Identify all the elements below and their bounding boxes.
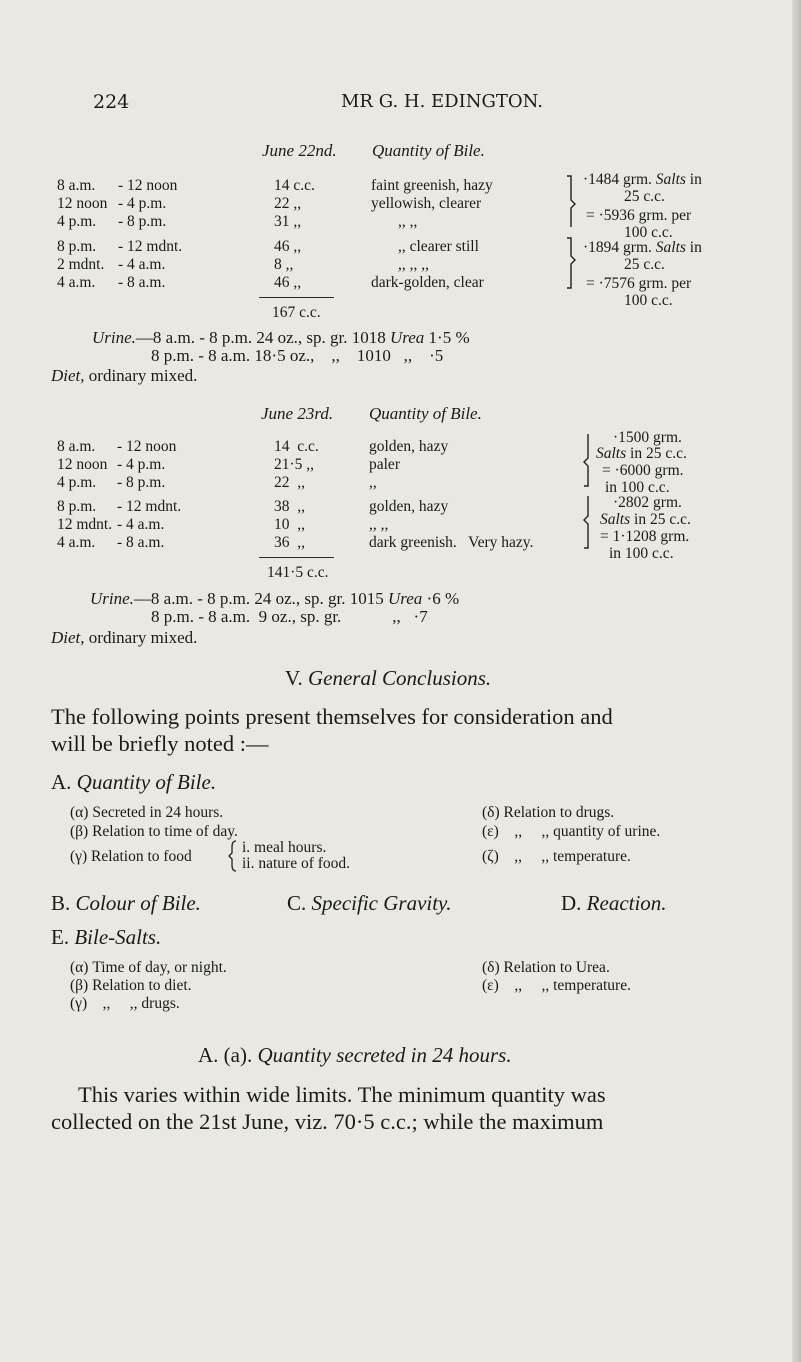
subheading-label: A. (a). bbox=[198, 1043, 253, 1067]
urine-line-2: 8 p.m. - 8 a.m. 9 oz., sp. gr. ,, ·7 bbox=[151, 607, 428, 626]
salts-line1: ·2802 grm. bbox=[613, 494, 682, 511]
urea-value: ·6 % bbox=[426, 589, 460, 608]
outline-b-heading bbox=[51, 893, 201, 914]
salts-line2 bbox=[600, 512, 691, 528]
section-numeral: V. bbox=[285, 666, 303, 690]
time-to: - 4 p.m. bbox=[117, 456, 166, 473]
body-line-2: collected on the 21st June, viz. 70·5 c.c.; while the maximum bbox=[51, 1109, 604, 1134]
time-to: - 8 p.m. bbox=[117, 474, 166, 491]
table1-caption: Quantity of Bile. bbox=[372, 141, 485, 160]
outline-title: Specific Gravity. bbox=[311, 891, 452, 915]
salts-line3: = ·6000 grm. bbox=[602, 462, 684, 479]
outline-letter: A. bbox=[51, 770, 72, 794]
time-from: 12 noon bbox=[57, 195, 108, 212]
subheading-title: Quantity secreted in 24 hours. bbox=[257, 1043, 512, 1067]
diet-label: Diet, bbox=[51, 366, 85, 385]
list-item: (ε) ,, ,, temperature. bbox=[482, 977, 631, 994]
time-from: 2 mdnt. bbox=[57, 256, 105, 273]
urea-value: 1·5 % bbox=[428, 328, 470, 347]
time-from: 4 a.m. bbox=[57, 534, 96, 551]
urea-label: Urea bbox=[389, 328, 425, 347]
quantity: 22 ,, bbox=[274, 474, 305, 491]
diet-line bbox=[51, 367, 197, 384]
salts-in: in bbox=[689, 239, 702, 256]
salts-in: in 25 c.c. bbox=[634, 511, 691, 528]
total-rule bbox=[259, 557, 334, 558]
quantity: 14 c.c. bbox=[274, 438, 319, 455]
urine-label: Urine. bbox=[90, 589, 134, 608]
salts-amount: ·1484 grm. bbox=[583, 171, 652, 188]
outline-c-heading bbox=[287, 893, 451, 914]
quantity: 21·5 ,, bbox=[274, 456, 315, 473]
list-item: (δ) Relation to drugs. bbox=[482, 804, 615, 821]
time-to: - 4 p.m. bbox=[118, 195, 167, 212]
urine-line-1 bbox=[92, 329, 470, 346]
urine-line-1 bbox=[90, 590, 459, 607]
total-rule bbox=[259, 297, 334, 298]
salts-line1 bbox=[583, 240, 702, 256]
intro-line-1: The following points present themselves for consideration and bbox=[51, 704, 613, 729]
diet-line bbox=[51, 629, 197, 646]
outline-letter: E. bbox=[51, 925, 70, 949]
table1-total: 167 c.c. bbox=[272, 304, 321, 321]
time-from: 4 p.m. bbox=[57, 213, 97, 230]
urine-day: —8 a.m. - 8 p.m. 24 oz., sp. gr. 1018 bbox=[135, 328, 386, 347]
salts-line3: = 1·1208 grm. bbox=[600, 528, 690, 545]
description: ,, ,, ,, bbox=[398, 256, 429, 273]
salts-in: in 25 c.c. bbox=[630, 445, 687, 462]
description: paler bbox=[369, 456, 400, 473]
description: yellowish, clearer bbox=[371, 195, 482, 212]
description: dark-golden, clear bbox=[371, 274, 484, 291]
list-item: (γ) Relation to food bbox=[70, 848, 192, 865]
outline-letter: B. bbox=[51, 891, 71, 915]
time-to: - 8 p.m. bbox=[118, 213, 167, 230]
quantity: 36 ,, bbox=[274, 534, 305, 551]
diet-text: ordinary mixed. bbox=[88, 628, 198, 647]
salts-line1: ·1500 grm. bbox=[613, 429, 682, 446]
urea-label: Urea bbox=[387, 589, 423, 608]
outline-d-heading bbox=[561, 893, 667, 914]
time-from: 4 p.m. bbox=[57, 474, 97, 491]
quantity: 8 ,, bbox=[274, 256, 294, 273]
description: ,, ,, bbox=[369, 516, 389, 533]
urine-label: Urine. bbox=[92, 328, 136, 347]
salts-label: Salts bbox=[655, 171, 686, 188]
description: ,, ,, bbox=[398, 213, 418, 230]
time-from: 12 noon bbox=[57, 456, 108, 473]
time-from: 8 p.m. bbox=[57, 238, 97, 255]
time-to: - 4 a.m. bbox=[118, 256, 166, 273]
time-to: - 12 mdnt. bbox=[118, 238, 183, 255]
table2-total: 141·5 c.c. bbox=[267, 564, 329, 581]
time-to: - 12 noon bbox=[118, 177, 178, 194]
description: ,, clearer still bbox=[398, 238, 479, 255]
description: ,, bbox=[369, 474, 377, 491]
description: golden, hazy bbox=[369, 498, 449, 515]
page-number: 224 bbox=[93, 91, 130, 113]
salts-line2 bbox=[596, 446, 687, 462]
time-from: 8 a.m. bbox=[57, 177, 96, 194]
list-item: (ε) ,, ,, quantity of urine. bbox=[482, 823, 661, 840]
running-title: MR G. H. EDINGTON. bbox=[341, 91, 543, 112]
time-to: - 4 a.m. bbox=[117, 516, 165, 533]
quantity: 31 ,, bbox=[274, 213, 302, 230]
description: faint greenish, hazy bbox=[371, 177, 493, 194]
outline-title: Quantity of Bile. bbox=[76, 770, 217, 794]
urine-line-2: 8 p.m. - 8 a.m. 18·5 oz., ,, 1010 ,, ·5 bbox=[151, 346, 444, 365]
salts-line4: in 100 c.c. bbox=[609, 545, 674, 562]
brace-icon bbox=[580, 430, 594, 554]
body-line-1: This varies within wide limits. The minimum quantity was bbox=[78, 1082, 606, 1107]
salts-line4: in 100 c.c. bbox=[605, 479, 670, 496]
outline-letter: D. bbox=[561, 891, 582, 915]
table2-caption: Quantity of Bile. bbox=[369, 404, 482, 423]
time-from: 8 a.m. bbox=[57, 438, 96, 455]
brace-icon bbox=[228, 839, 238, 873]
urine-day: —8 a.m. - 8 p.m. 24 oz., sp. gr. 1015 bbox=[133, 589, 384, 608]
time-to: - 12 noon bbox=[117, 438, 177, 455]
subheading bbox=[198, 1045, 512, 1066]
outline-title: Bile-Salts. bbox=[74, 925, 162, 949]
list-item: (γ) ,, ,, drugs. bbox=[70, 995, 180, 1012]
description: dark greenish. Very hazy. bbox=[369, 534, 534, 551]
time-from: 4 a.m. bbox=[57, 274, 96, 291]
brace-icon bbox=[565, 170, 579, 294]
time-from: 12 mdnt. bbox=[57, 516, 113, 533]
salts-amount: ·1894 grm. bbox=[583, 239, 652, 256]
list-item: (α) Time of day, or night. bbox=[70, 959, 227, 976]
section-title: General Conclusions. bbox=[307, 666, 492, 690]
salts-line3: = ·5936 grm. per bbox=[586, 207, 692, 224]
diet-text: ordinary mixed. bbox=[88, 366, 198, 385]
quantity: 38 ,, bbox=[274, 498, 305, 515]
quantity: 46 ,, bbox=[274, 274, 302, 291]
outline-a-heading bbox=[51, 772, 216, 793]
list-item: (δ) Relation to Urea. bbox=[482, 959, 610, 976]
diet-label: Diet, bbox=[51, 628, 85, 647]
outline-title: Reaction. bbox=[586, 891, 667, 915]
description: golden, hazy bbox=[369, 438, 449, 455]
salts-line2: 25 c.c. bbox=[624, 256, 665, 273]
list-subitem: ii. nature of food. bbox=[242, 855, 351, 872]
list-item: (ζ) ,, ,, temperature. bbox=[482, 848, 631, 865]
salts-label: Salts bbox=[600, 511, 631, 528]
section-heading bbox=[285, 668, 491, 689]
list-item: (α) Secreted in 24 hours. bbox=[70, 804, 224, 821]
salts-line4: 100 c.c. bbox=[624, 292, 673, 309]
salts-label: Salts bbox=[596, 445, 627, 462]
quantity: 46 ,, bbox=[274, 238, 302, 255]
salts-label: Salts bbox=[655, 239, 686, 256]
salts-line3: = ·7576 grm. per bbox=[586, 275, 692, 292]
time-to: - 8 a.m. bbox=[118, 274, 166, 291]
intro-line-2: will be briefly noted :— bbox=[51, 731, 269, 756]
page-edge-shadow bbox=[792, 0, 801, 1362]
salts-line2: 25 c.c. bbox=[624, 188, 665, 205]
list-item: (β) Relation to diet. bbox=[70, 977, 192, 994]
outline-title: Colour of Bile. bbox=[75, 891, 201, 915]
list-item: (β) Relation to time of day. bbox=[70, 823, 238, 840]
outline-e-heading bbox=[51, 927, 161, 948]
salts-in: in bbox=[689, 171, 702, 188]
outline-letter: C. bbox=[287, 891, 307, 915]
list-subitem: i. meal hours. bbox=[242, 839, 327, 856]
quantity: 10 ,, bbox=[274, 516, 305, 533]
time-to: - 8 a.m. bbox=[117, 534, 165, 551]
quantity: 14 c.c. bbox=[274, 177, 315, 194]
time-from: 8 p.m. bbox=[57, 498, 97, 515]
quantity: 22 ,, bbox=[274, 195, 302, 212]
salts-line4: 100 c.c. bbox=[624, 224, 673, 241]
time-to: - 12 mdnt. bbox=[117, 498, 182, 515]
table2-date: June 23rd. bbox=[261, 404, 334, 423]
table1-date: June 22nd. bbox=[262, 141, 337, 160]
salts-line1 bbox=[583, 172, 702, 188]
